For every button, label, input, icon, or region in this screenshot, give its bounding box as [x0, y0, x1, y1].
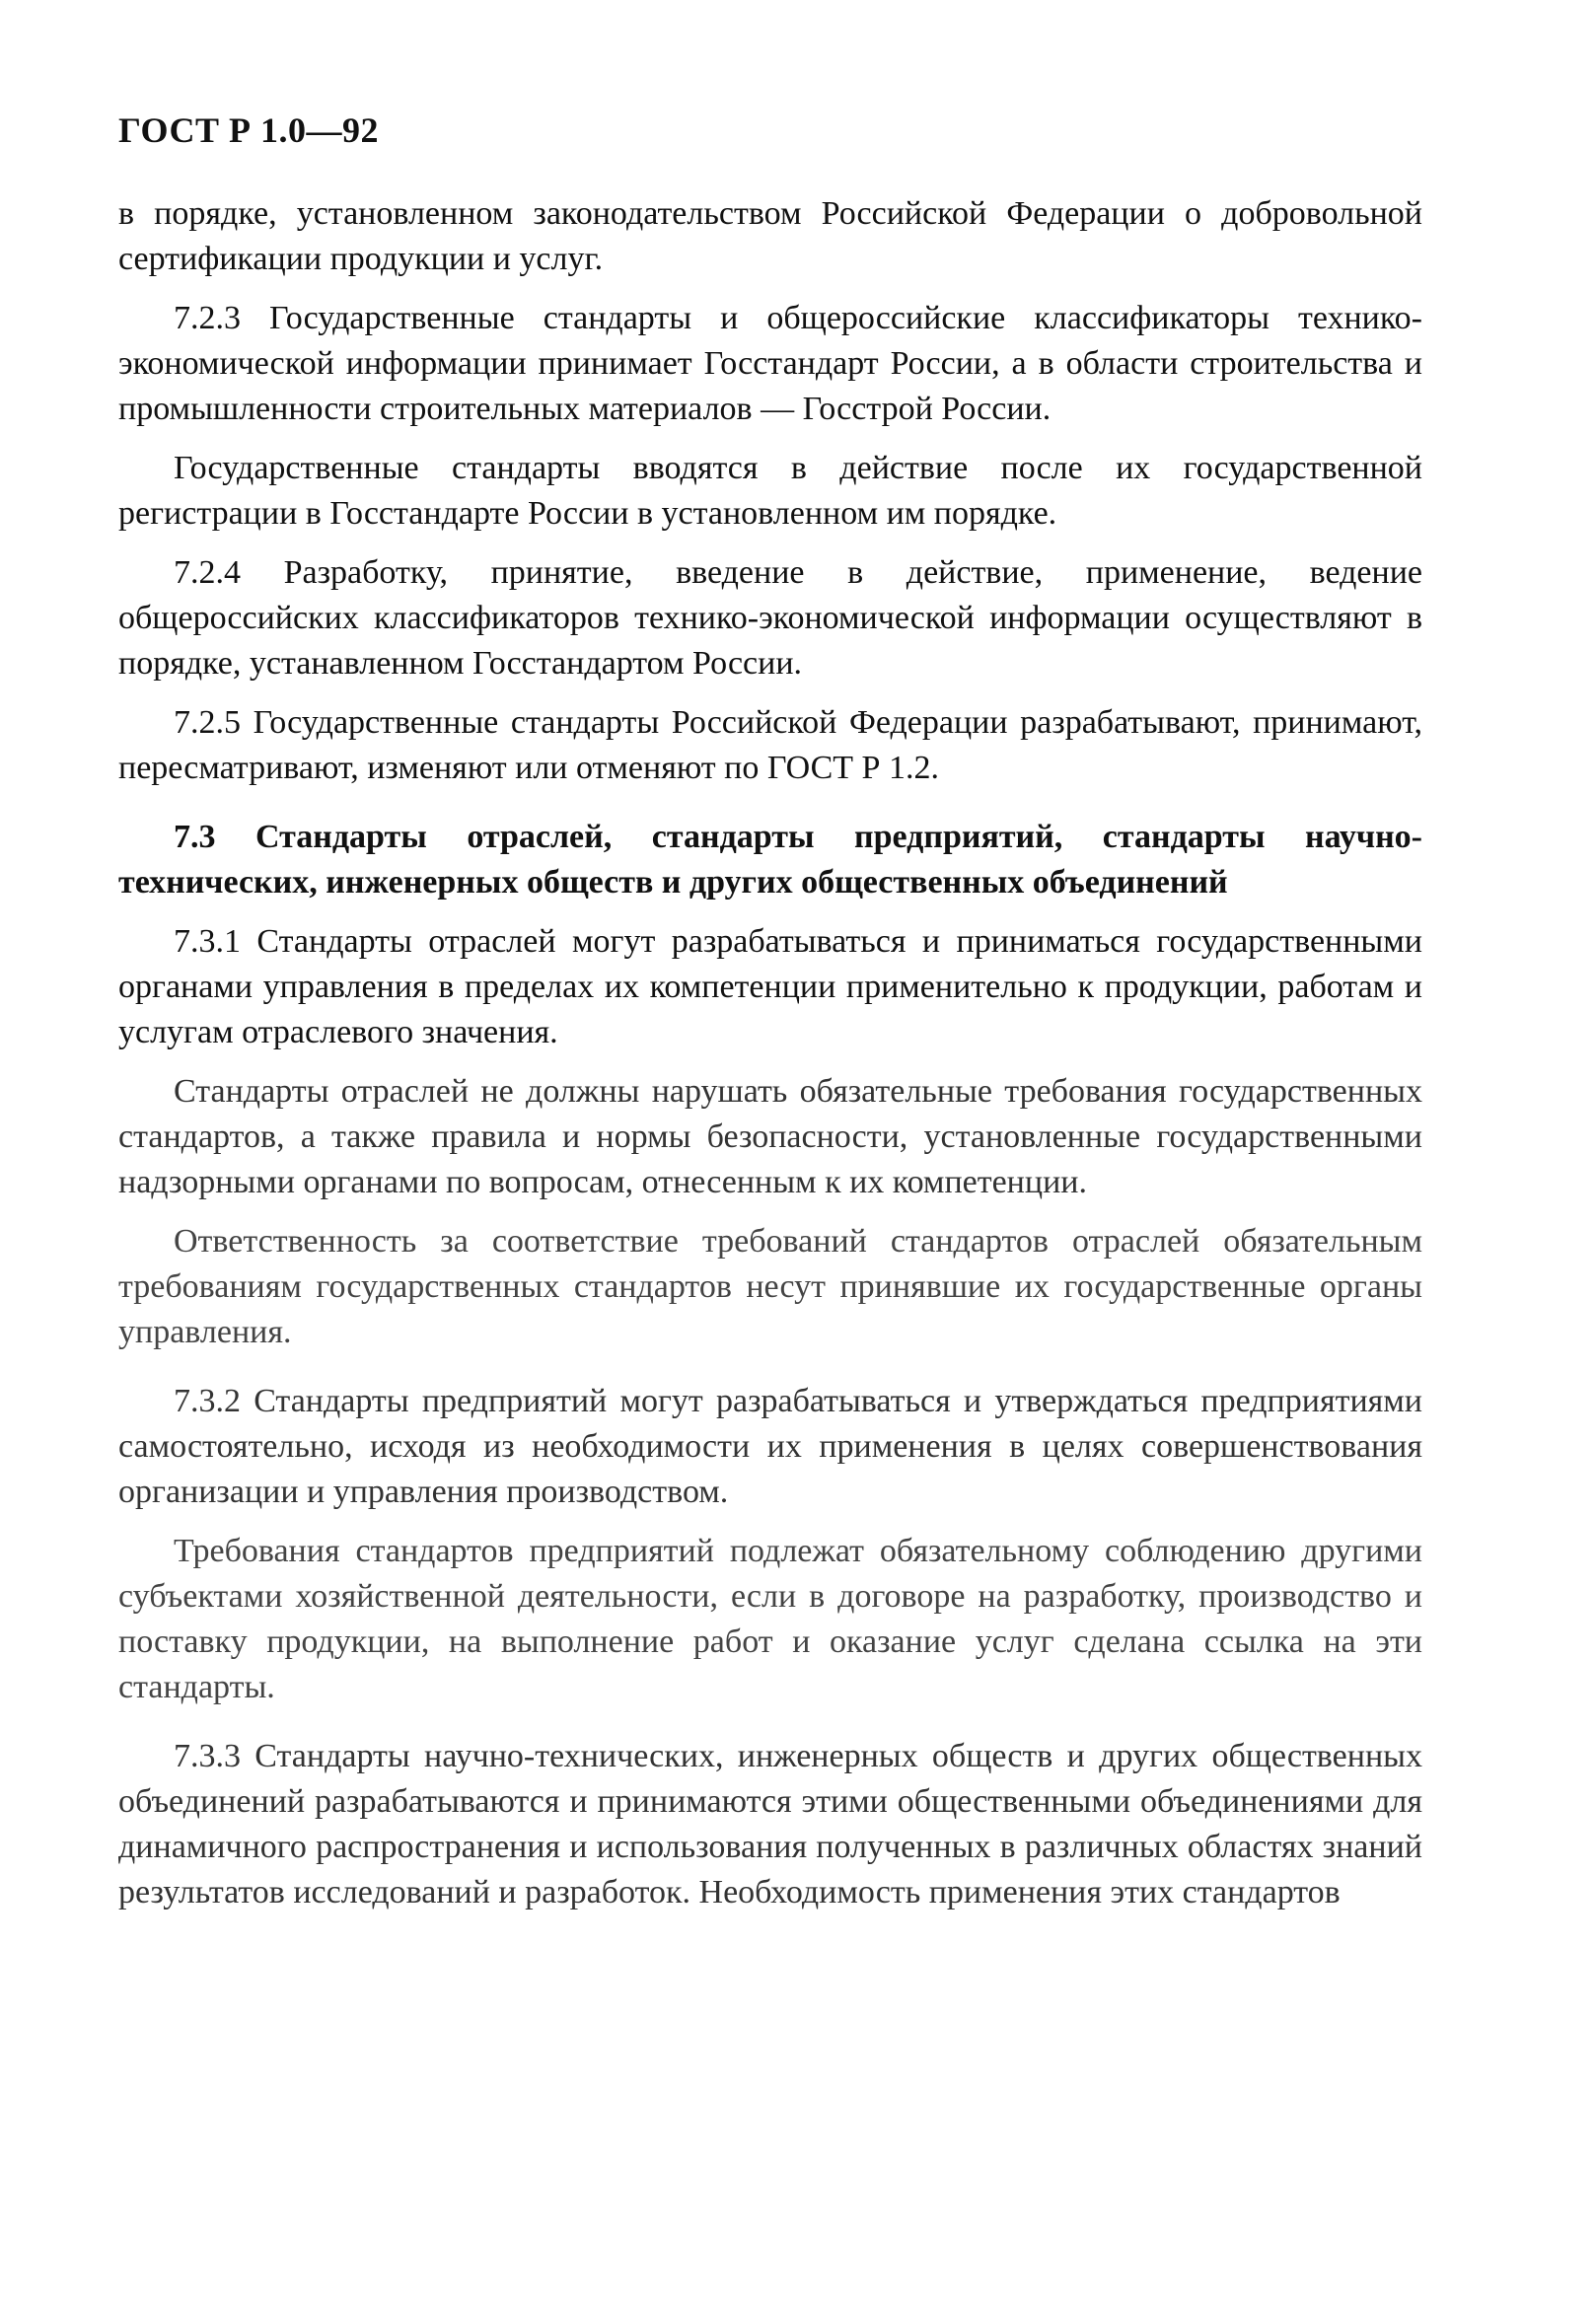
section-heading-7-3: 7.3 Стандарты отраслей, стандарты предприятий, стандарты научно-технических, инженерных обществ и других общественных объединений — [118, 819, 1422, 901]
document-page — [118, 108, 1422, 1929]
paragraph-responsibility: Ответственность за соответствие требований стандартов отраслей обязательным требованиям государственных стандартов несут принявшие их государственные органы управления. — [118, 1223, 1422, 1350]
paragraph-7-3-1: 7.3.1 Стандарты отраслей могут разрабатываться и приниматься государственными органами управления в пределах их компетенции применительно к продукции, работам и услугам отраслевого значения. — [118, 923, 1422, 1050]
paragraph-registration: Государственные стандарты вводятся в действие после их государственной регистрации в Госстандарте России в установленном им порядке. — [118, 450, 1422, 532]
paragraph-enterprise-requirements: Требования стандартов предприятий подлежат обязательному соблюдению другими субъектами хозяйственной деятельности, если в договоре на разработку, производство и поставку продукции, на выполнение работ и оказание услуг сделана ссылка на эти стандарты. — [118, 1533, 1422, 1705]
paragraph-continuation: в порядке, установленном законодательством Российской Федерации о добровольной сертификации продукции и услуг. — [118, 195, 1422, 277]
paragraph-industry-standards-requirements: Стандарты отраслей не должны нарушать обязательные требования государственных стандартов, а также правила и нормы безопасности, установленные государственными надзорными органами по вопросам, отнесенным к их компетенции. — [118, 1073, 1422, 1200]
paragraph-7-3-2: 7.3.2 Стандарты предприятий могут разрабатываться и утверждаться предприятиями самостоятельно, исходя из необходимости их применения в целях совершенствования организации и управления производством. — [118, 1383, 1422, 1510]
paragraph-7-2-3: 7.2.3 Государственные стандарты и общероссийские классификаторы технико-экономической информации принимает Госстандарт России, а в области строительства и промышленности строительных материалов — Госстрой России. — [118, 300, 1422, 427]
document-header: ГОСТ Р 1.0—92 — [118, 110, 379, 150]
paragraph-7-3-3: 7.3.3 Стандарты научно-технических, инженерных обществ и других общественных объединений разрабатываются и принимаются этими общественными объединениями для динамичного распространения и использования полученных в различных областях знаний результатов исследований и разработок. Необходимость применения этих стандартов — [118, 1738, 1422, 1910]
paragraph-7-2-5: 7.2.5 Государственные стандарты Российской Федерации разрабатывают, принимают, пересматривают, изменяют или отменяют по ГОСТ Р 1.2. — [118, 704, 1422, 786]
paragraph-7-2-4: 7.2.4 Разработку, принятие, введение в действие, применение, ведение общероссийских классификаторов технико-экономической информации осуществляют в порядке, устанавленном Госстандартом России. — [118, 554, 1422, 682]
